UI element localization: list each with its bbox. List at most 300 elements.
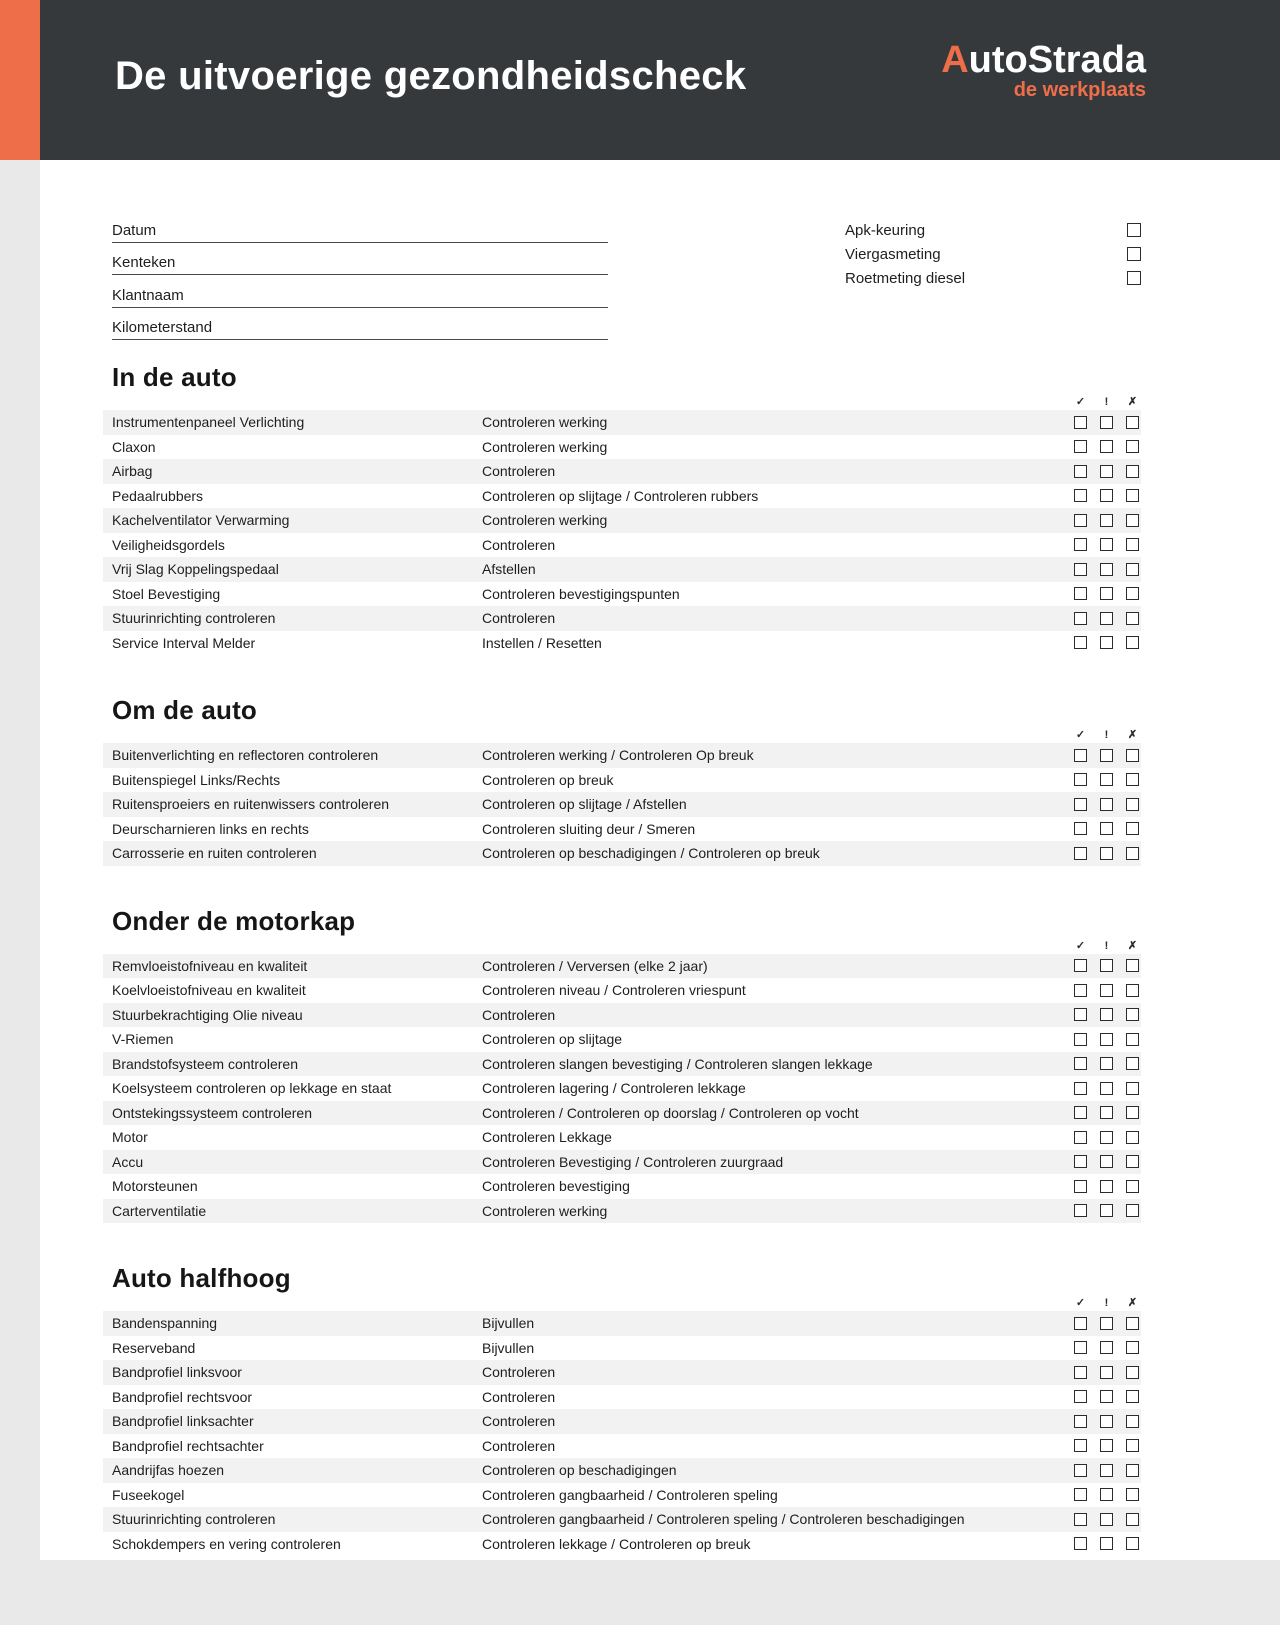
checklist-row xyxy=(103,1027,1141,1052)
checkbox-attention[interactable] xyxy=(1100,612,1113,625)
checkbox-fail[interactable] xyxy=(1126,798,1139,811)
checkbox-fail[interactable] xyxy=(1126,1057,1139,1070)
item-label: Koelsysteem controleren op lekkage en staat xyxy=(112,1080,392,1097)
action-label: Controleren xyxy=(482,463,556,480)
checkbox-ok[interactable] xyxy=(1074,1131,1087,1144)
col-symbol-fail-icon: ✗ xyxy=(1127,939,1138,952)
header-accent-bar xyxy=(0,0,40,160)
row-checkboxes xyxy=(1074,1341,1141,1354)
item-label: Airbag xyxy=(112,463,153,480)
checkbox-attention[interactable] xyxy=(1100,1415,1113,1428)
checklist-row xyxy=(103,743,1141,768)
checkbox-fail[interactable] xyxy=(1126,514,1139,527)
checklist-row xyxy=(103,1199,1141,1224)
action-label: Controleren op slijtage xyxy=(482,1031,623,1048)
action-label: Controleren werking / Controleren Op breuk xyxy=(482,747,754,764)
checklist-row xyxy=(103,1360,1141,1385)
logo-brand xyxy=(941,40,1146,80)
action-label: Afstellen xyxy=(482,561,536,578)
checkbox-ok[interactable] xyxy=(1074,847,1087,860)
item-label: Stuurinrichting controleren xyxy=(112,610,276,627)
check-column-headers xyxy=(103,936,1141,954)
checkbox-fail[interactable] xyxy=(1126,1204,1139,1217)
checklist-row xyxy=(103,954,1141,979)
checkbox-fail[interactable] xyxy=(1126,1390,1139,1403)
checkbox-ok[interactable] xyxy=(1074,1317,1087,1330)
item-label: Fuseekogel xyxy=(112,1486,185,1503)
action-label: Bijvullen xyxy=(482,1315,535,1332)
col-symbol-ok-icon: ✓ xyxy=(1075,939,1086,952)
checkbox-ok[interactable] xyxy=(1074,1415,1087,1428)
checkbox-fail[interactable] xyxy=(1126,1537,1139,1550)
row-checkboxes xyxy=(1074,1082,1141,1095)
logo xyxy=(941,40,1146,101)
checkbox-ok[interactable] xyxy=(1074,1106,1087,1119)
item-label: Koelvloeistofniveau en kwaliteit xyxy=(112,982,306,999)
checkbox-fail[interactable] xyxy=(1126,773,1139,786)
row-checkboxes xyxy=(1074,1366,1141,1379)
checkbox-fail[interactable] xyxy=(1126,538,1139,551)
checkbox-attention[interactable] xyxy=(1100,1204,1113,1217)
row-checkboxes xyxy=(1074,612,1141,625)
checkbox-fail[interactable] xyxy=(1126,847,1139,860)
checkbox-ok[interactable] xyxy=(1074,1464,1087,1477)
row-checkboxes xyxy=(1074,822,1141,835)
checkbox-attention[interactable] xyxy=(1100,959,1113,972)
row-checkboxes xyxy=(1074,1106,1141,1119)
section-in-de-auto xyxy=(103,362,1141,655)
checklist-row xyxy=(103,557,1141,582)
row-checkboxes xyxy=(1074,773,1141,786)
action-label: Controleren / Controleren op doorslag / Controleren op vocht xyxy=(482,1104,859,1121)
checkbox-ok[interactable] xyxy=(1074,959,1087,972)
item-label: Motor xyxy=(112,1129,148,1146)
inspection-apk-keuring xyxy=(845,218,1141,242)
checklist-row xyxy=(103,1409,1141,1434)
checkbox-fail[interactable] xyxy=(1126,465,1139,478)
checkbox-ok[interactable] xyxy=(1074,1057,1087,1070)
item-label: Stuurinrichting controleren xyxy=(112,1511,276,1528)
row-checkboxes xyxy=(1074,489,1141,502)
checklist-rows xyxy=(103,1311,1141,1556)
action-label: Controleren werking xyxy=(482,512,608,529)
checklist-rows xyxy=(103,410,1141,655)
checklist-rows xyxy=(103,954,1141,1224)
checklist-row xyxy=(103,1052,1141,1077)
checkbox-ok[interactable] xyxy=(1074,822,1087,835)
item-label: Buitenspiegel Links/Rechts xyxy=(112,771,281,788)
form-field-label: Klantnaam xyxy=(112,286,184,304)
checkbox-attention[interactable] xyxy=(1100,1155,1113,1168)
checkbox-ok[interactable] xyxy=(1074,416,1087,429)
checkbox-attention[interactable] xyxy=(1100,489,1113,502)
item-label: Veiligheidsgordels xyxy=(112,536,225,553)
checkbox-attention[interactable] xyxy=(1100,1008,1113,1021)
check-column-headers xyxy=(103,392,1141,410)
row-checkboxes xyxy=(1074,538,1141,551)
row-checkboxes xyxy=(1074,1415,1141,1428)
action-label: Controleren gangbaarheid / Controleren speling / Controleren beschadigingen xyxy=(482,1511,965,1528)
checkbox-attention[interactable] xyxy=(1100,636,1113,649)
item-label: Stuurbekrachtiging Olie niveau xyxy=(112,1006,303,1023)
action-label: Controleren gangbaarheid / Controleren speling xyxy=(482,1486,778,1503)
action-label: Controleren xyxy=(482,1364,556,1381)
checklist-row xyxy=(103,1483,1141,1508)
check-column-headers xyxy=(103,1293,1141,1311)
section-om-de-auto xyxy=(103,695,1141,866)
row-checkboxes xyxy=(1074,440,1141,453)
item-label: Remvloeistofniveau en kwaliteit xyxy=(112,957,308,974)
checklist-row xyxy=(103,484,1141,509)
checklist-row xyxy=(103,1076,1141,1101)
checkbox-fail[interactable] xyxy=(1126,984,1139,997)
checklist-row xyxy=(103,410,1141,435)
logo-brand-text: utoStrada xyxy=(968,39,1146,81)
action-label: Controleren sluiting deur / Smeren xyxy=(482,820,696,837)
checkbox-ok[interactable] xyxy=(1074,612,1087,625)
col-symbol-fail-icon: ✗ xyxy=(1127,1297,1138,1309)
checklist-row xyxy=(103,1311,1141,1336)
checkbox-fail[interactable] xyxy=(1126,1033,1139,1046)
row-checkboxes xyxy=(1074,1008,1141,1021)
checkbox-attention[interactable] xyxy=(1100,773,1113,786)
row-checkboxes xyxy=(1074,1057,1141,1070)
row-checkboxes xyxy=(1074,1488,1141,1501)
item-label: Bandenspanning xyxy=(112,1315,218,1332)
item-label: Bandprofiel rechtsachter xyxy=(112,1437,264,1454)
action-label: Controleren lekkage / Controleren op breuk xyxy=(482,1535,751,1552)
checkbox-attention[interactable] xyxy=(1100,749,1113,762)
row-checkboxes xyxy=(1074,798,1141,811)
checklist-row xyxy=(103,1385,1141,1410)
checkbox-attention[interactable] xyxy=(1100,514,1113,527)
checkbox-ok[interactable] xyxy=(1074,984,1087,997)
checklist-row xyxy=(103,508,1141,533)
action-label: Controleren Lekkage xyxy=(482,1129,612,1146)
checkbox-attention[interactable] xyxy=(1100,1513,1113,1526)
action-label: Controleren bevestiging xyxy=(482,1178,630,1195)
checkbox-ok[interactable] xyxy=(1074,440,1087,453)
section-title: Om de auto xyxy=(112,695,258,725)
form-field-label: Datum xyxy=(112,221,157,239)
checkbox-fail[interactable] xyxy=(1126,749,1139,762)
checkbox-ok[interactable] xyxy=(1074,798,1087,811)
item-label: Claxon xyxy=(112,438,156,455)
row-checkboxes xyxy=(1074,1033,1141,1046)
checkbox-ok[interactable] xyxy=(1074,1082,1087,1095)
action-label: Controleren xyxy=(482,1413,556,1430)
action-label: Controleren bevestigingspunten xyxy=(482,585,680,602)
checkbox-ok[interactable] xyxy=(1074,538,1087,551)
checklist-row xyxy=(103,1101,1141,1126)
row-checkboxes xyxy=(1074,1317,1141,1330)
form-fields xyxy=(112,210,608,340)
logo-a-mark: A xyxy=(941,39,969,81)
form-field-klantnaam[interactable] xyxy=(112,275,608,308)
col-symbol-attention-icon: ! xyxy=(1104,939,1109,952)
checklist-row xyxy=(103,1336,1141,1361)
action-label: Controleren op slijtage / Controleren rubbers xyxy=(482,487,759,504)
checklist-row xyxy=(103,1150,1141,1175)
sections xyxy=(103,362,1141,1596)
checkbox-ok[interactable] xyxy=(1074,1155,1087,1168)
action-label: Controleren op breuk xyxy=(482,771,614,788)
action-label: Controleren niveau / Controleren vriespunt xyxy=(482,982,746,999)
inspection-viergasmeting xyxy=(845,242,1141,266)
checkbox-attention[interactable] xyxy=(1100,1131,1113,1144)
checkbox-fail[interactable] xyxy=(1126,1366,1139,1379)
checkbox-attention[interactable] xyxy=(1100,1341,1113,1354)
checklist-row xyxy=(103,1125,1141,1150)
section-title: Auto halfhoog xyxy=(112,1263,291,1293)
checkbox-ok[interactable] xyxy=(1074,489,1087,502)
checkbox-attention[interactable] xyxy=(1100,538,1113,551)
checkbox-fail[interactable] xyxy=(1126,1317,1139,1330)
checkbox-fail[interactable] xyxy=(1126,587,1139,600)
checkbox-fail[interactable] xyxy=(1126,1155,1139,1168)
checkbox-fail[interactable] xyxy=(1126,1415,1139,1428)
checklist-row xyxy=(103,841,1141,866)
col-symbol-fail-icon: ✗ xyxy=(1127,396,1138,408)
col-symbol-attention-icon: ! xyxy=(1104,396,1109,408)
action-label: Controleren / Verversen (elke 2 jaar) xyxy=(482,957,708,974)
checkbox-fail[interactable] xyxy=(1126,822,1139,835)
checkbox-ok[interactable] xyxy=(1074,1513,1087,1526)
checklist-row xyxy=(103,459,1141,484)
row-checkboxes xyxy=(1074,1131,1141,1144)
checklist-row xyxy=(103,435,1141,460)
checkbox-attention[interactable] xyxy=(1100,984,1113,997)
action-label: Controleren op beschadigingen / Controleren op breuk xyxy=(482,845,820,862)
checkbox-ok[interactable] xyxy=(1074,1439,1087,1452)
checkbox-ok[interactable] xyxy=(1074,749,1087,762)
checkbox-attention[interactable] xyxy=(1100,1537,1113,1550)
action-label: Controleren lagering / Controleren lekkage xyxy=(482,1080,746,1097)
checkbox-fail[interactable] xyxy=(1126,416,1139,429)
checkbox-ok[interactable] xyxy=(1074,1390,1087,1403)
checkbox-ok[interactable] xyxy=(1074,1488,1087,1501)
checkbox-attention[interactable] xyxy=(1100,1439,1113,1452)
item-label: Accu xyxy=(112,1153,144,1170)
item-label: Pedaalrubbers xyxy=(112,487,204,504)
checkbox-attention[interactable] xyxy=(1100,1366,1113,1379)
checkbox-attention[interactable] xyxy=(1100,822,1113,835)
item-label: Aandrijfas hoezen xyxy=(112,1462,225,1479)
action-label: Controleren werking xyxy=(482,438,608,455)
row-checkboxes xyxy=(1074,984,1141,997)
checkbox-ok[interactable] xyxy=(1074,636,1087,649)
checkbox-fail[interactable] xyxy=(1126,1131,1139,1144)
checkbox-attention[interactable] xyxy=(1100,563,1113,576)
checkbox-ok[interactable] xyxy=(1074,514,1087,527)
action-label: Controleren slangen bevestiging / Controleren slangen lekkage xyxy=(482,1055,873,1072)
checklist-row xyxy=(103,1434,1141,1459)
inspection-label: Apk-keuring xyxy=(845,221,926,239)
col-symbol-attention-icon: ! xyxy=(1104,729,1109,741)
row-checkboxes xyxy=(1074,465,1141,478)
item-label: Schokdempers en vering controleren xyxy=(112,1535,341,1552)
action-label: Instellen / Resetten xyxy=(482,634,602,651)
row-checkboxes xyxy=(1074,749,1141,762)
item-label: Instrumentenpaneel Verlichting xyxy=(112,414,305,431)
checkbox-ok[interactable] xyxy=(1074,1204,1087,1217)
item-label: Buitenverlichting en reflectoren controleren xyxy=(112,747,379,764)
checkbox-roetmeting-diesel[interactable] xyxy=(1127,271,1141,285)
col-symbol-ok-icon: ✓ xyxy=(1075,1297,1086,1309)
checkbox-ok[interactable] xyxy=(1074,1341,1087,1354)
item-label: Vrij Slag Koppelingspedaal xyxy=(112,561,279,578)
form-field-label: Kenteken xyxy=(112,254,176,271)
checkbox-attention[interactable] xyxy=(1100,798,1113,811)
checkbox-attention[interactable] xyxy=(1100,1180,1113,1193)
item-label: Bandprofiel linksvoor xyxy=(112,1364,242,1381)
action-label: Controleren xyxy=(482,1388,556,1405)
checklist-row xyxy=(103,606,1141,631)
checkbox-ok[interactable] xyxy=(1074,773,1087,786)
row-checkboxes xyxy=(1074,563,1141,576)
checklist-row xyxy=(103,582,1141,607)
checklist-row xyxy=(103,817,1141,842)
checklist-row xyxy=(103,978,1141,1003)
item-label: Carterventilatie xyxy=(112,1202,207,1219)
row-checkboxes xyxy=(1074,959,1141,972)
checkbox-attention[interactable] xyxy=(1100,1390,1113,1403)
row-checkboxes xyxy=(1074,514,1141,527)
checkbox-fail[interactable] xyxy=(1126,1106,1139,1119)
checkbox-attention[interactable] xyxy=(1100,1488,1113,1501)
checkbox-attention[interactable] xyxy=(1100,416,1113,429)
col-symbol-ok-icon: ✓ xyxy=(1075,729,1086,741)
item-label: Reserveband xyxy=(112,1339,196,1356)
checkbox-ok[interactable] xyxy=(1074,1033,1087,1046)
checkbox-attention[interactable] xyxy=(1100,1106,1113,1119)
page-title: De uitvoerige gezondheidscheck xyxy=(115,54,747,98)
checkbox-attention[interactable] xyxy=(1100,465,1113,478)
item-label: Bandprofiel linksachter xyxy=(112,1413,254,1430)
checkbox-ok[interactable] xyxy=(1074,1537,1087,1550)
checklist-row xyxy=(103,1507,1141,1532)
row-checkboxes xyxy=(1074,1180,1141,1193)
row-checkboxes xyxy=(1074,587,1141,600)
item-label: Ruitensproeiers en ruitenwissers controleren xyxy=(112,796,390,813)
section-onder-de-motorkap xyxy=(103,906,1141,1224)
row-checkboxes xyxy=(1074,1537,1141,1550)
checkbox-fail[interactable] xyxy=(1126,1008,1139,1021)
checkbox-attention[interactable] xyxy=(1100,440,1113,453)
col-symbol-ok-icon: ✓ xyxy=(1075,396,1086,408)
checkbox-fail[interactable] xyxy=(1126,1488,1139,1501)
form-field-label: Kilometerstand xyxy=(112,319,213,336)
header xyxy=(0,0,1280,160)
checkbox-attention[interactable] xyxy=(1100,1057,1113,1070)
col-symbol-attention-icon: ! xyxy=(1104,1297,1109,1309)
checklist-row xyxy=(103,631,1141,656)
checklist-row xyxy=(103,1458,1141,1483)
action-label: Controleren xyxy=(482,610,556,627)
action-label: Controleren werking xyxy=(482,1202,608,1219)
row-checkboxes xyxy=(1074,1439,1141,1452)
checkbox-viergasmeting[interactable] xyxy=(1127,247,1141,261)
item-label: Kachelventilator Verwarming xyxy=(112,512,290,529)
checklist-row xyxy=(103,1532,1141,1557)
item-label: Stoel Bevestiging xyxy=(112,585,221,602)
item-label: Bandprofiel rechtsvoor xyxy=(112,1388,253,1405)
item-label: Deurscharnieren links en rechts xyxy=(112,820,309,837)
form-field-kenteken[interactable] xyxy=(112,243,608,276)
checkbox-ok[interactable] xyxy=(1074,1366,1087,1379)
checkbox-fail[interactable] xyxy=(1126,1439,1139,1452)
checkbox-fail[interactable] xyxy=(1126,1341,1139,1354)
checkbox-attention[interactable] xyxy=(1100,587,1113,600)
checkbox-fail[interactable] xyxy=(1126,1464,1139,1477)
item-label: Ontstekingssysteem controleren xyxy=(112,1104,312,1121)
action-label: Controleren werking xyxy=(482,414,608,431)
inspection-label: Roetmeting diesel xyxy=(845,269,966,287)
checklist-row xyxy=(103,792,1141,817)
checklist-row xyxy=(103,533,1141,558)
item-label: V-Riemen xyxy=(112,1031,174,1048)
checkbox-attention[interactable] xyxy=(1100,1464,1113,1477)
section-auto-halfhoog xyxy=(103,1263,1141,1556)
section-title: In de auto xyxy=(112,362,237,392)
checkbox-fail[interactable] xyxy=(1126,1180,1139,1193)
checkbox-ok[interactable] xyxy=(1074,587,1087,600)
checklist-rows xyxy=(103,743,1141,866)
checklist-row xyxy=(103,768,1141,793)
checkbox-attention[interactable] xyxy=(1100,1317,1113,1330)
action-label: Controleren xyxy=(482,536,556,553)
row-checkboxes xyxy=(1074,1204,1141,1217)
item-label: Carrosserie en ruiten controleren xyxy=(112,845,317,862)
section-title: Onder de motorkap xyxy=(112,905,356,936)
logo-subtitle: de werkplaats xyxy=(1013,79,1146,101)
checkbox-fail[interactable] xyxy=(1126,612,1139,625)
form-field-kilometerstand[interactable] xyxy=(112,308,608,341)
checkbox-ok[interactable] xyxy=(1074,1180,1087,1193)
checkbox-ok[interactable] xyxy=(1074,563,1087,576)
checkbox-attention[interactable] xyxy=(1100,1033,1113,1046)
checkbox-fail[interactable] xyxy=(1126,959,1139,972)
action-label: Bijvullen xyxy=(482,1339,535,1356)
col-symbol-fail-icon: ✗ xyxy=(1127,729,1138,741)
checkbox-fail[interactable] xyxy=(1126,1513,1139,1526)
checkbox-ok[interactable] xyxy=(1074,465,1087,478)
checkbox-fail[interactable] xyxy=(1126,563,1139,576)
form-field-datum[interactable] xyxy=(112,210,608,243)
checkbox-attention[interactable] xyxy=(1100,1082,1113,1095)
checkbox-apk-keuring[interactable] xyxy=(1127,223,1141,237)
checkbox-fail[interactable] xyxy=(1126,489,1139,502)
checklist-row xyxy=(103,1003,1141,1028)
checkbox-fail[interactable] xyxy=(1126,440,1139,453)
action-label: Controleren op beschadigingen xyxy=(482,1462,677,1479)
checkbox-fail[interactable] xyxy=(1126,636,1139,649)
checkbox-attention[interactable] xyxy=(1100,847,1113,860)
item-label: Service Interval Melder xyxy=(112,634,256,651)
row-checkboxes xyxy=(1074,1155,1141,1168)
action-label: Controleren Bevestiging / Controleren zuurgraad xyxy=(482,1153,784,1170)
item-label: Motorsteunen xyxy=(112,1178,198,1195)
inspection-roetmeting-diesel xyxy=(845,266,1141,290)
row-checkboxes xyxy=(1074,416,1141,429)
row-checkboxes xyxy=(1074,1390,1141,1403)
row-checkboxes xyxy=(1074,1513,1141,1526)
action-label: Controleren op slijtage / Afstellen xyxy=(482,796,687,813)
check-column-headers xyxy=(103,725,1141,743)
checkbox-fail[interactable] xyxy=(1126,1082,1139,1095)
row-checkboxes xyxy=(1074,847,1141,860)
checkbox-ok[interactable] xyxy=(1074,1008,1087,1021)
